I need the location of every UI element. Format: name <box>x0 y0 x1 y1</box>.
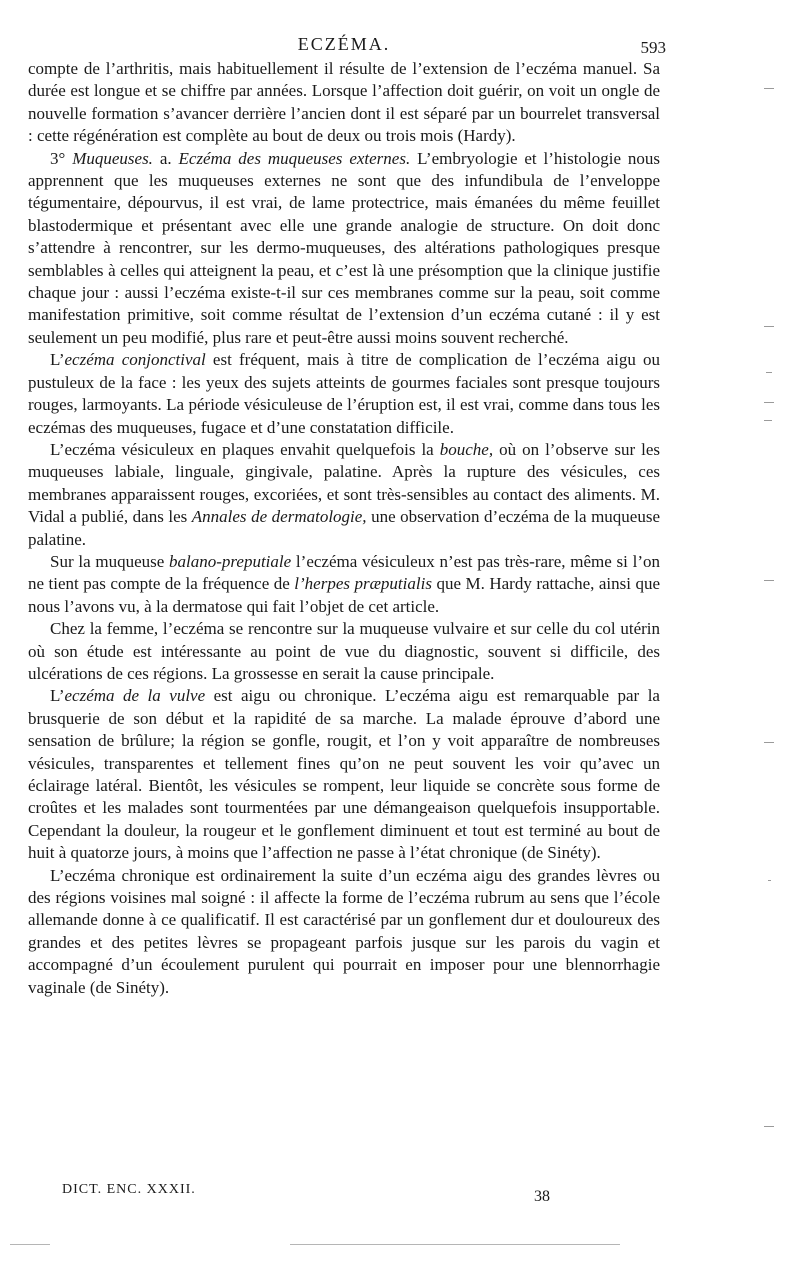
scan-mark <box>764 326 774 327</box>
text-run: que M. Hardy rattache, ainsi que nous l’avons vu, à la dermatose qui fait l’objet de cet article. <box>28 574 661 616</box>
signature-mark: DICT. ENC. XXXII. <box>62 1182 196 1197</box>
text-run: l’eczéma vésiculeux n’est pas très-rare, même si l’on ne tient pas compte de la fréquence de <box>28 551 660 594</box>
scan-mark <box>764 420 772 421</box>
text-run: a. <box>152 148 179 168</box>
scan-mark <box>768 880 771 881</box>
text-run: 3° <box>50 148 73 168</box>
scan-artifact <box>10 1244 50 1245</box>
margin-scan-marks <box>760 0 800 1276</box>
paragraph <box>28 865 660 999</box>
paragraph <box>28 439 660 551</box>
text-run: L’embryologie et l’histologie nous apprennent que les muqueuses externes ne sont que des infundibula de l’enveloppe tégumentaire, dépourvus, il est vrai, de lame protectrice, mais émanées du même feuillet blastodermique et présentant avec elle une grande analogie de structure. On doit donc s’attendre à rencontrer, sur les dermo-muqueuses, des altérations pathologiques presque semblables à celles qui atteignent la peau, et c’est là une présomption que la clinique justifie chaque jour : aussi l’eczéma existe-t-il sur ces membranes comme sur la peau, soit comme manifestation primitive, soit comme résultat de l’extension d’un eczéma cutané : il y est seulement un peu modifié, plus rare et peut-être aussi moins souvent recherché. <box>28 148 660 347</box>
paragraph <box>28 148 660 350</box>
paragraph <box>28 551 660 618</box>
paragraph <box>28 685 660 864</box>
scan-mark <box>764 1126 774 1127</box>
italic-run: l’herpes præputialis <box>294 574 432 594</box>
italic-run: Eczéma des muqueuses externes. <box>178 148 411 168</box>
text-run: Chez la femme, l’eczéma se rencontre sur la muqueuse vulvaire et sur celle du col utérin où son étude est intéressante au point de vue du diagnostic, souvent si difficile, des ulcérations de ces régions. La grossesse en serait la cause principale. <box>28 619 660 683</box>
sheet-number: 38 <box>534 1188 550 1205</box>
body-text <box>28 58 660 999</box>
italic-run: balano-preputiale <box>169 551 292 571</box>
scan-artifact <box>290 1244 620 1245</box>
scan-mark <box>764 742 774 743</box>
page-number: 593 <box>640 38 666 57</box>
text-run: L’ <box>50 350 65 370</box>
text-run: L’ <box>50 686 65 706</box>
text-run: L’eczéma vésiculeux en plaques envahit quelquefois la <box>50 439 440 459</box>
paragraph <box>28 349 660 439</box>
document-page <box>28 30 666 999</box>
text-run: L’eczéma chronique est ordinairement la suite d’un eczéma aigu des grandes lèvres ou des régions voisines mal soigné : il affecte la forme de l’eczéma rubrum au sens que l’école allemande donne à ce qualificatif. Il est caractérisé par un gonflement dur et douloureux des grandes et des petites lèvres se propageant parfois jusque sur les parois du vagin et accompagné d’un écoulement purulent qui pourrait en imposer pour une blennorrhagie vaginale (de Sinéty). <box>28 865 660 997</box>
italic-run: eczéma de la vulve <box>64 686 206 706</box>
text-run: une observation d’eczéma de la muqueuse palatine. <box>28 507 660 549</box>
scan-mark <box>764 580 774 581</box>
running-title: ECZÉMA. <box>297 34 391 54</box>
text-run: est aigu ou chronique. L’eczéma aigu est remarquable par la brusquerie de son début et la rapidité de sa marche. La malade éprouve d’abord une sensation de brûlure; la région se gonfle, rougit, et l’on y voit apparaître de nombreuses vésicules, transparentes et tellement fines qu’on ne peut souvent les voir qu’avec un éclairage latéral. Bientôt, les vésicules se rompent, leur liquide se concrète sous forme de croûtes et les malades sont tourmentées par une démangeaison quelquefois insupportable. Cependant la douleur, la rougeur et le gonflement diminuent et tout est terminé au bout de huit à quatorze jours, à moins que l’affection ne passe à l’état chronique (de Sinéty). <box>28 686 660 863</box>
running-header <box>28 30 666 58</box>
paragraph <box>28 58 660 148</box>
paragraph <box>28 618 660 685</box>
text-run: où on l’observe sur les muqueuses labiale, linguale, gingivale, palatine. Après la rupture des vésicules, ces membranes apparaissent rouges, excoriées, et sont très-sensibles au contact des aliments. M. Vidal a publié, dans les <box>28 439 660 527</box>
italic-run: eczéma conjonctival <box>64 350 206 370</box>
scan-mark <box>764 402 774 403</box>
text-run: est fréquent, mais à titre de complication de l’eczéma aigu ou pustuleux de la face : les yeux des sujets atteints de gourmes faciales sont presque toujours rouges, larmoyants. La période vésiculeuse de l’éruption est, il est vrai, comme dans tous les eczémas des muqueuses, fugace et d’une constatation difficile. <box>28 350 661 437</box>
scan-mark <box>766 372 772 373</box>
italic-run: bouche, <box>439 439 494 459</box>
italic-run: Annales de dermatologie, <box>191 507 367 527</box>
text-run: compte de l’arthritis, mais habituellement il résulte de l’extension de l’eczéma manuel. Sa durée est longue et se chiffre par années. Lorsque l’affection doit guérir, on voit un ongle de nouvelle formation s’avancer derrière l’ancien dont il est séparé par un bourrelet transversal : cette régénération est complète au bout de deux ou trois mois (Hardy). <box>28 59 660 146</box>
scan-mark <box>764 88 774 89</box>
text-run: Sur la muqueuse <box>50 551 170 571</box>
italic-run: Muqueuses. <box>72 148 153 168</box>
